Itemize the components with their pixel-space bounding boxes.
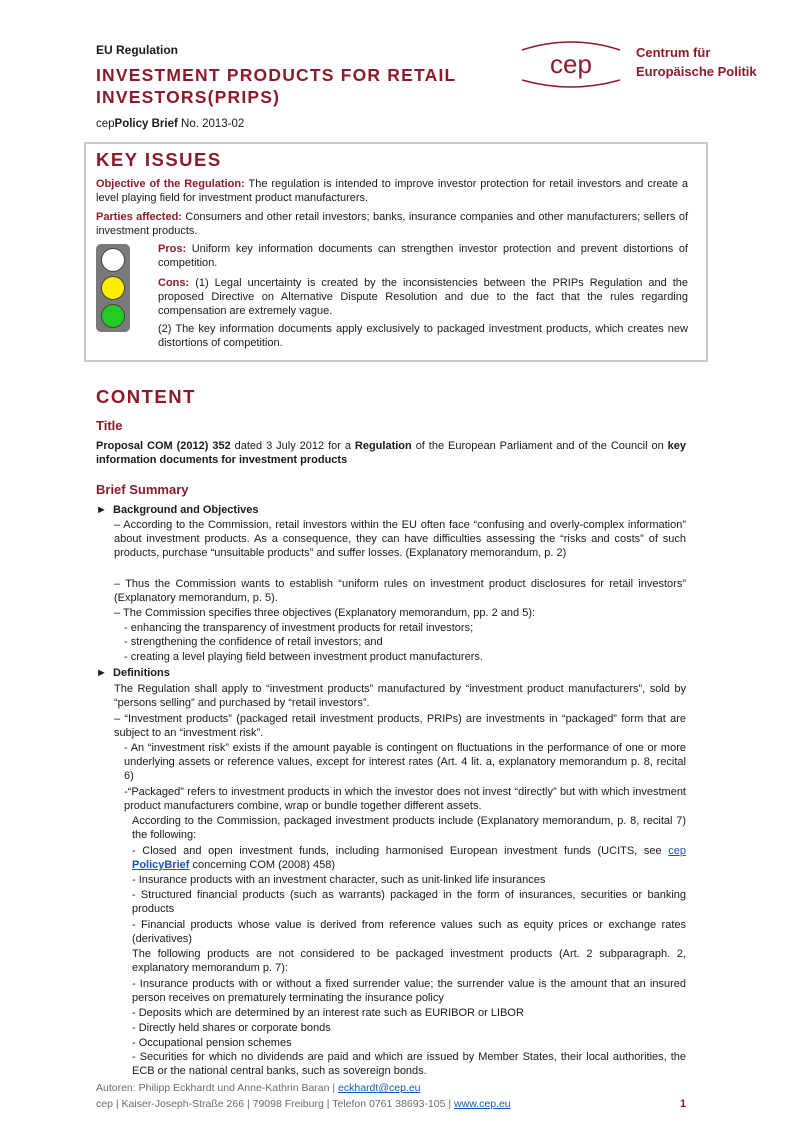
lamp-middle xyxy=(101,276,125,300)
footer-address-text: cep | Kaiser-Joseph-Straße 266 | 79098 Freiburg | Telefon 0761 38693-105 | xyxy=(96,1098,455,1110)
bg-item-3 xyxy=(114,606,686,620)
include-item-1-text-a: - Closed and open investment funds, including harmonised European investment funds (UCITS, see xyxy=(132,845,669,857)
lamp-bottom xyxy=(101,304,125,328)
proposal-text-2: of the European Parliament and of the Council on xyxy=(411,440,668,452)
org-line-2: Europäische Politik xyxy=(636,64,757,79)
cep-logo-graphic xyxy=(516,40,626,90)
brief-no: No. 2013-02 xyxy=(177,118,245,130)
definitions-heading-text: Definitions xyxy=(113,667,170,679)
definitions-intro: The Regulation shall apply to “investment products” manufactured by “investment product manufacturers”, sold by “persons selling” and purchased by “retail investors”. xyxy=(114,683,686,709)
footer-address xyxy=(96,1098,511,1110)
objective-2: - strengthening the confidence of retail investors; and xyxy=(124,636,383,648)
brief-prefix: cep xyxy=(96,118,115,130)
investment-risk-item: - An “investment risk” exists if the amount payable is contingent on fluctuations in the performance of one or more underlying assets or reference values, except for interest rates (Art. 4 lit. a, explanatory memorandum p. 8, recital 6) xyxy=(124,742,686,782)
parties-text: Consumers and other retail investors; banks, insurance companies and other manufacturers; sellers of investment products. xyxy=(96,211,688,237)
dash-bullet: – xyxy=(114,713,125,725)
cons-text: (1) Legal uncertainty is created by the inconsistencies between the PRIPs Regulation and the proposed Directive on Alternative Dispute Resolution and due to the fact that the rules regarding compensation are extremely vague. xyxy=(158,277,688,317)
proposal-bold-1: Proposal COM (2012) 352 xyxy=(96,440,231,452)
triangle-bullet-icon: ► xyxy=(96,667,107,679)
brief-number xyxy=(96,118,244,130)
footer-authors xyxy=(96,1082,421,1094)
pros-text: Uniform key information documents can strengthen investor protection and prevent distortions of competition. xyxy=(158,243,688,269)
title-heading: Title xyxy=(96,418,123,433)
dash-bullet: – xyxy=(114,578,126,590)
exclude-item-4: - Occupational pension schemes xyxy=(132,1037,292,1049)
page-title: INVESTMENT PRODUCTS FOR RETAIL INVESTORS(PRIPS) xyxy=(96,65,457,107)
pros-paragraph xyxy=(158,242,688,270)
org-line-1: Centrum für xyxy=(636,45,711,60)
policybrief-link[interactable]: PolicyBrief xyxy=(132,859,190,871)
author-email-link[interactable]: eckhardt@cep.eu xyxy=(338,1082,421,1094)
background-heading-text: Background and Objectives xyxy=(113,504,259,516)
cons-label: Cons: xyxy=(158,277,190,289)
exclude-item-1: - Insurance products with or without a fixed surrender value; the surrender value is the amount that an insured person receives on prematurely terminating the insurance policy xyxy=(132,978,686,1004)
org-name xyxy=(636,43,757,81)
include-item-2: - Insurance products with an investment character, such as unit-linked life insurances xyxy=(132,874,546,886)
cep-link[interactable]: cep xyxy=(668,845,686,857)
lamp-top xyxy=(101,248,125,272)
objective-paragraph xyxy=(96,177,688,205)
bg-item-2 xyxy=(114,577,686,605)
pros-label: Pros: xyxy=(158,243,187,255)
definitions-heading xyxy=(96,667,170,679)
definition-item-1 xyxy=(114,712,686,740)
key-issues-title: KEY ISSUES xyxy=(96,149,222,170)
footer-authors-text: Autoren: Philipp Eckhardt und Anne-Kathrin Baran | xyxy=(96,1082,339,1094)
not-packaged-intro: The following products are not considered to be packaged investment products (Art. 2 subparagraph. 2, explanatory memorandum p. 7): xyxy=(132,948,686,974)
include-item-4: - Financial products whose value is derived from reference values such as equity prices or exchange rates (derivatives) xyxy=(132,919,686,945)
include-item-1 xyxy=(132,844,686,872)
dash-bullet: – xyxy=(114,519,124,531)
doc-category: EU Regulation xyxy=(96,43,179,57)
exclude-item-5: - Securities for which no dividends are paid and which are issued by Member States, their local authorities, the ECB or the national central banks, such as sovereign bonds. xyxy=(132,1051,686,1077)
objective-3: - creating a level playing field between investment product manufacturers. xyxy=(124,651,483,663)
parties-paragraph xyxy=(96,210,688,238)
brief-bold: Policy Brief xyxy=(114,118,178,130)
proposal-paragraph xyxy=(96,439,686,467)
proposal-bold-2: Regulation xyxy=(354,440,412,452)
packaged-item: -“Packaged” refers to investment products in which the investor does not invest “directly” but with which investment product manufacturers combine, wrap or bundle together different assets. xyxy=(124,786,686,812)
content-title: CONTENT xyxy=(96,386,196,407)
bg-item-1 xyxy=(114,518,686,560)
cep-logo xyxy=(516,40,626,95)
cons-paragraph-2: (2) The key information documents apply exclusively to packaged investment products, which creates new distortions of competition. xyxy=(158,323,688,349)
summary-heading: Brief Summary xyxy=(96,482,189,497)
bg-item-2-text: Thus the Commission wants to establish “uniform rules on investment product disclosures for retail investors” (Explanatory memorandum, p. 5). xyxy=(114,578,687,604)
bg-item-3-text: The Commission specifies three objectives (Explanatory memorandum, pp. 2 and 5): xyxy=(122,607,536,619)
bg-item-1-text: According to the Commission, retail investors within the EU often face “confusing and overly-complex information” about investment products. As a consequence, they can have difficulties assessing the “risks and costs” of such products, purchase “unsuitable products” and suffer losses. (Explanatory memorandum, p. 2) xyxy=(114,519,686,559)
page-number: 1 xyxy=(680,1098,687,1110)
exclude-item-3: - Directly held shares or corporate bonds xyxy=(132,1022,331,1034)
proposal-text-1: dated 3 July 2012 for a xyxy=(230,440,355,452)
proposal-bold-3: key information documents for investment products xyxy=(96,440,686,466)
logo-wordmark: cep xyxy=(550,49,592,79)
include-item-1-text-b: concerning COM (2008) 458) xyxy=(189,859,335,871)
dash-bullet: – xyxy=(114,607,123,619)
definition-item-1-text: “Investment products” (packaged retail investment products, PRIPs) are investments in “packaged” form that are subject to an “investment risk”. xyxy=(114,713,686,739)
exclude-item-2: - Deposits which are determined by an interest rate such as EURIBOR or LIBOR xyxy=(132,1007,524,1019)
background-heading xyxy=(96,504,259,516)
objective-1: - enhancing the transparency of investment products for retail investors; xyxy=(124,622,474,634)
include-item-3: - Structured financial products (such as warrants) packaged in the form of insurances, securities or banking products xyxy=(132,889,686,915)
triangle-bullet-icon: ► xyxy=(96,504,107,516)
include-intro: According to the Commission, packaged investment products include (Explanatory memorandum, p. 8, recital 7) the following: xyxy=(132,815,686,841)
cons-paragraph xyxy=(158,276,688,318)
objective-label: Objective of the Regulation: xyxy=(96,178,245,190)
objective-text: The regulation is intended to improve investor protection for retail investors and create a level playing field for investment product manufacturers. xyxy=(96,178,688,204)
traffic-light-icon xyxy=(96,244,130,332)
parties-label: Parties affected: xyxy=(96,211,182,223)
website-link[interactable]: www.cep.eu xyxy=(454,1098,511,1110)
